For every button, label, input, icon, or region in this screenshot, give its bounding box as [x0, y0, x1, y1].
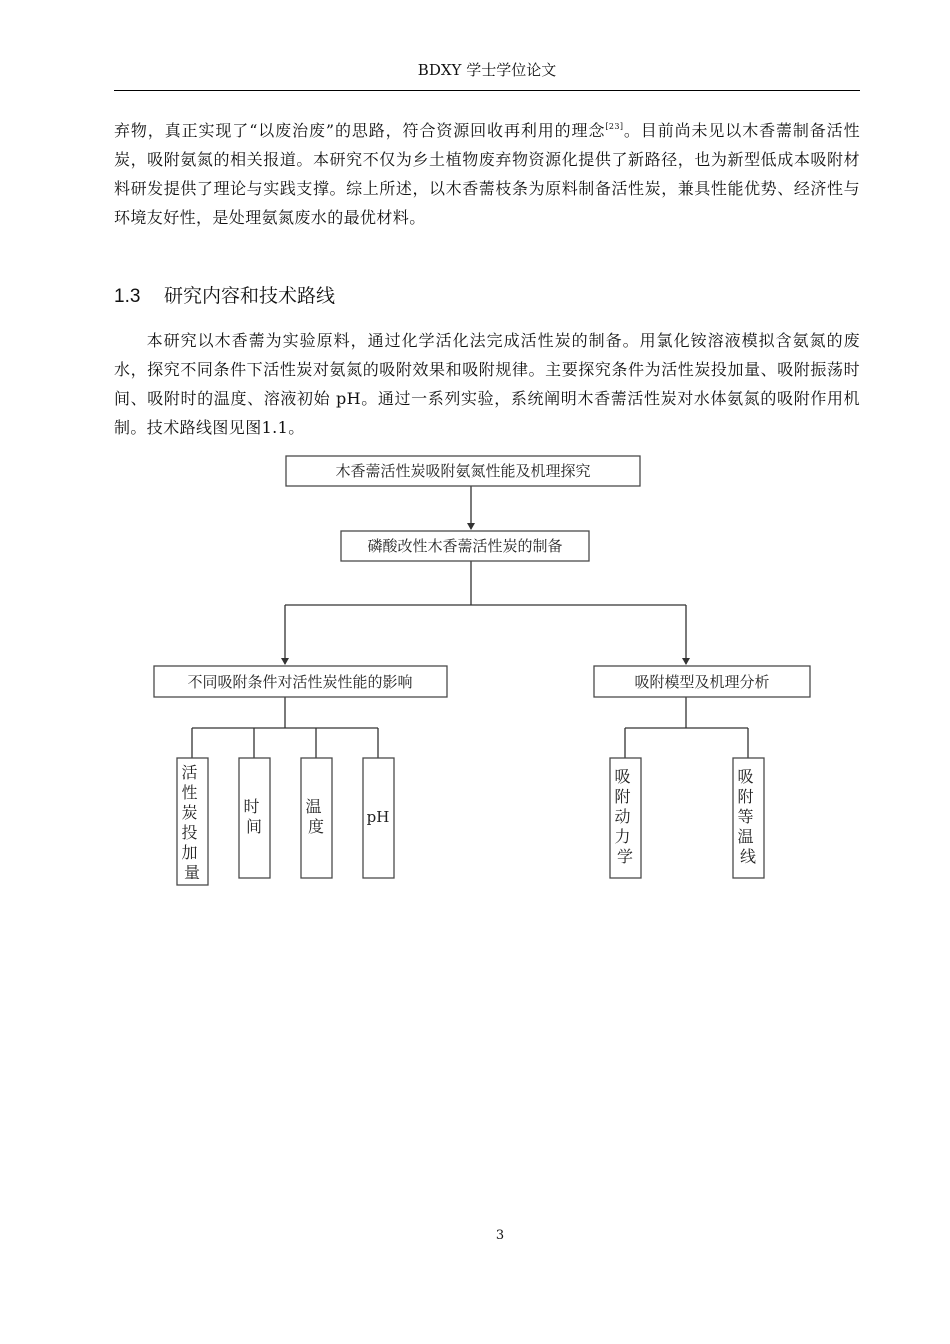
flow-box-preparation [341, 531, 589, 561]
flow-item-kinetics-label [614, 767, 635, 866]
page-number: 3 [495, 1228, 505, 1243]
section-number: 1.3 [114, 286, 141, 307]
kinetics-char-2: 附 [614, 787, 631, 806]
dosage-char-5: 加 [181, 843, 198, 862]
dosage-char-2: 性 [181, 783, 198, 802]
section-title: 研究内容和技术路线 [164, 285, 336, 307]
time-char-1: 时 [243, 797, 260, 816]
flow-item-dosage-label [181, 763, 202, 882]
paragraph-intro-text-1: 弃物，真正实现了“以废治废”的思路，符合资源回收再利用的理念 [114, 121, 606, 140]
flow-box-preparation-label: 磷酸改性木香薷活性炭的制备 [367, 537, 563, 555]
kinetics-char-5: 学 [616, 847, 634, 866]
time-char-2: 间 [245, 817, 263, 836]
isotherm-char-4: 温 [737, 827, 754, 846]
flow-item-temperature-label [305, 797, 326, 836]
isotherm-char-2: 附 [737, 787, 754, 806]
flow-box-top-label: 木香薷活性炭吸附氨氮性能及机理探究 [335, 462, 591, 480]
dosage-char-4: 投 [181, 823, 198, 842]
isotherm-char-3: 等 [737, 807, 754, 826]
paragraph-research-text: 本研究以木香薷为实验原料，通过化学活化法完成活性炭的制备。用氯化铵溶液模拟含氨氮的废水，探究不同条件下活性炭对氨氮的吸附效果和吸附规律。主要探究条件为活性炭投加量、吸附振荡时间、吸附时的温度、溶液初始 pH。通过一系列实验，系统阐明木香薷活性炭对水体氨氮的吸附作用机制。技术路线图见图1.1。 [114, 331, 860, 437]
dosage-char-1: 活 [181, 763, 198, 782]
flow-item-ph-label: pH [366, 808, 390, 826]
running-header: BDXY 学士学位论文 [417, 61, 557, 79]
paragraph-intro-text-2: 。目前尚未见以木香薷制备活性炭，吸附氨氮的相关报道。本研究不仅为乡土植物废弃物资源化提供了新路径，也为新型低成本吸附材料研发提供了理论与实践支撑。综上所述，以木香薷枝条为原料制备活性炭，兼具性能优势、经济性与环境友好性，是处理氨氮废水的最优材料。 [114, 121, 860, 227]
temperature-char-1: 温 [305, 797, 322, 816]
flow-item-isotherm-label [737, 767, 758, 866]
flow-item-time-label [243, 797, 264, 836]
dosage-char-3: 炭 [181, 803, 198, 822]
flow-box-adsorption-conditions-label: 不同吸附条件对活性炭性能的影响 [187, 673, 413, 691]
isotherm-char-1: 吸 [737, 767, 754, 786]
citation-23[interactable]: [23] [605, 121, 624, 131]
flow-box-top [286, 456, 640, 486]
flow-box-adsorption-conditions [154, 666, 447, 697]
kinetics-char-1: 吸 [614, 767, 631, 786]
temperature-char-2: 度 [307, 817, 325, 836]
kinetics-char-3: 动 [614, 807, 631, 826]
dosage-char-6: 量 [183, 863, 201, 882]
flow-box-model-mechanism [594, 666, 810, 697]
kinetics-char-4: 力 [614, 827, 631, 846]
isotherm-char-5: 线 [739, 847, 757, 866]
flow-box-model-mechanism-label: 吸附模型及机理分析 [634, 673, 770, 691]
